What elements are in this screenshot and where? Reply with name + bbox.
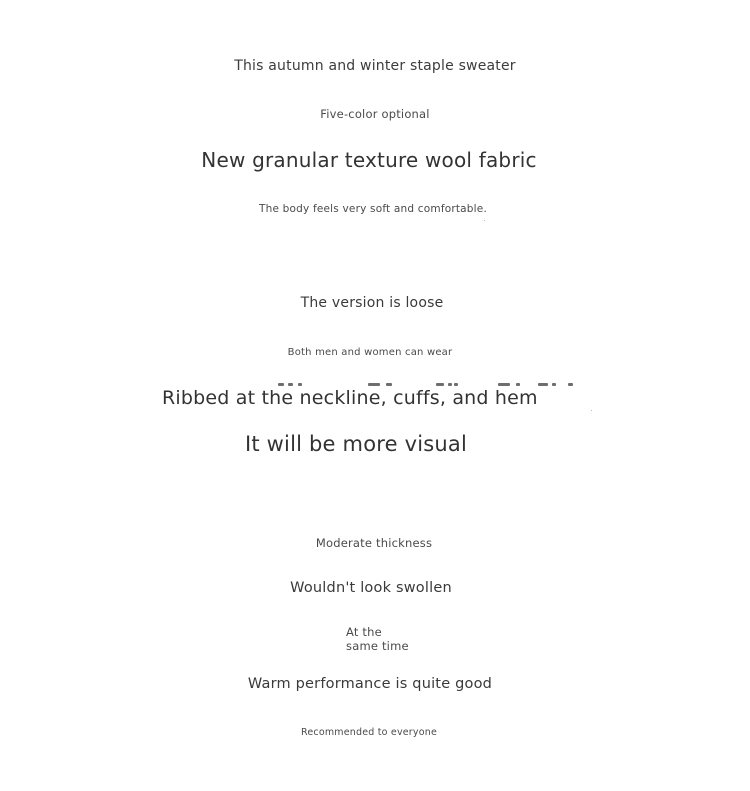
text-visual: It will be more visual — [244, 432, 468, 456]
text-swollen: Wouldn't look swollen — [290, 580, 452, 596]
text-recommend: Recommended to everyone — [300, 727, 438, 738]
artifact-speck — [484, 220, 485, 221]
artifact-speck — [591, 410, 592, 411]
text-fabric: New granular texture wool fabric — [201, 148, 537, 172]
text-unisex: Both men and women can wear — [287, 347, 453, 358]
text-colors: Five-color optional — [320, 107, 430, 121]
text-fit: The version is loose — [300, 295, 444, 311]
text-feel: The body feels very soft and comfortable. — [258, 203, 487, 215]
text-warm: Warm performance is quite good — [247, 676, 493, 692]
text-same-time: At the same time — [346, 625, 409, 653]
text-intro: This autumn and winter staple sweater — [234, 58, 516, 74]
text-ribbed: Ribbed at the neckline, cuffs, and hem — [162, 387, 538, 409]
text-thickness: Moderate thickness — [315, 536, 433, 550]
